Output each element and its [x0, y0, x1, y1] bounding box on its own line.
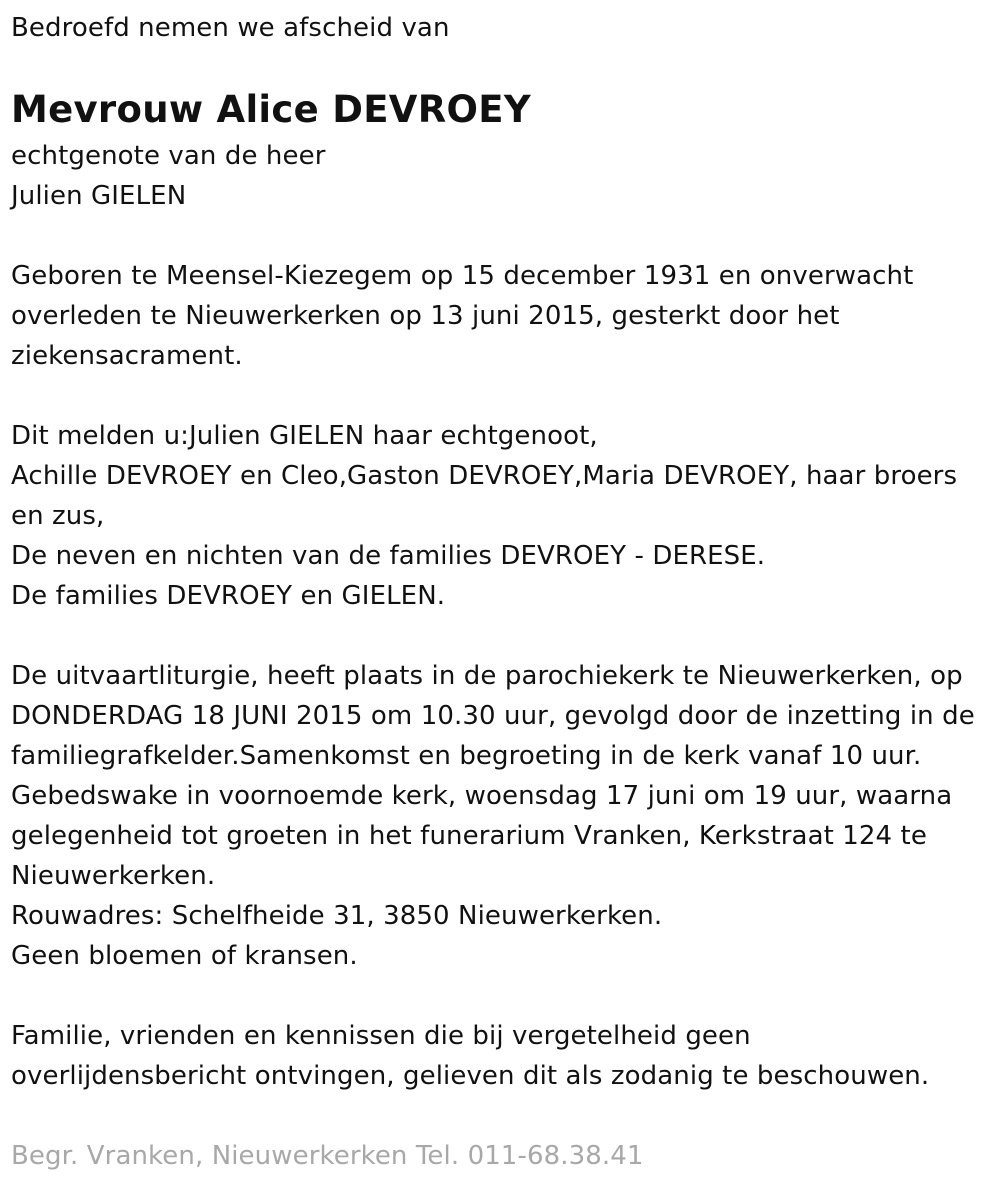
birth-death-paragraph [11, 256, 980, 376]
deceased-relation: echtgenote van de heer [11, 141, 326, 171]
funeral-home-footer: Begr. Vranken, Nieuwerkerken Tel. 011-68.38.41 [11, 1141, 644, 1171]
intro-text: Bedroefd nemen we afscheid van [11, 13, 450, 43]
paragraph-line: overleden te Nieuwerkerken op 13 juni 2015, gesterkt door het [11, 301, 840, 331]
mourning-address: Rouwadres: Schelfheide 31, 3850 Nieuwerkerken. [11, 901, 663, 931]
paragraph-line: De uitvaartliturgie, heeft plaats in de parochiekerk te Nieuwerkerken, op [11, 661, 963, 691]
paragraph-line: overlijdensbericht ontvingen, gelieven dit als zodanig te beschouwen. [11, 1061, 930, 1091]
paragraph-line: Achille DEVROEY en Cleo,Gaston DEVROEY,Maria DEVROEY, haar broers [11, 461, 958, 491]
paragraph-line: Familie, vrienden en kennissen die bij vergetelheid geen [11, 1021, 751, 1051]
closing-paragraph [11, 1016, 980, 1096]
paragraph-line: familiegrafkelder.Samenkomst en begroeting in de kerk vanaf 10 uur. [11, 741, 922, 771]
no-flowers-note: Geen bloemen of kransen. [11, 941, 358, 971]
deceased-name: Mevrouw Alice DEVROEY [11, 88, 531, 131]
paragraph-line: en zus, [11, 501, 105, 531]
paragraph-line: Geboren te Meensel-Kiezegem op 15 december 1931 en onverwacht [11, 261, 914, 291]
paragraph-line: ziekensacrament. [11, 341, 243, 371]
family-paragraph [11, 416, 980, 616]
spouse-name: Julien GIELEN [11, 181, 187, 211]
paragraph-line: Nieuwerkerken. [11, 861, 216, 891]
funeral-paragraph [11, 656, 980, 976]
paragraph-line: De neven en nichten van de families DEVROEY - DERESE. [11, 541, 766, 571]
paragraph-line: Dit melden u:Julien GIELEN haar echtgenoot, [11, 421, 598, 451]
paragraph-line: De families DEVROEY en GIELEN. [11, 581, 446, 611]
paragraph-line: Gebedswake in voornoemde kerk, woensdag 17 juni om 19 uur, waarna [11, 781, 953, 811]
paragraph-line: gelegenheid tot groeten in het funerarium Vranken, Kerkstraat 124 te [11, 821, 927, 851]
paragraph-line: DONDERDAG 18 JUNI 2015 om 10.30 uur, gevolgd door de inzetting in de [11, 701, 975, 731]
